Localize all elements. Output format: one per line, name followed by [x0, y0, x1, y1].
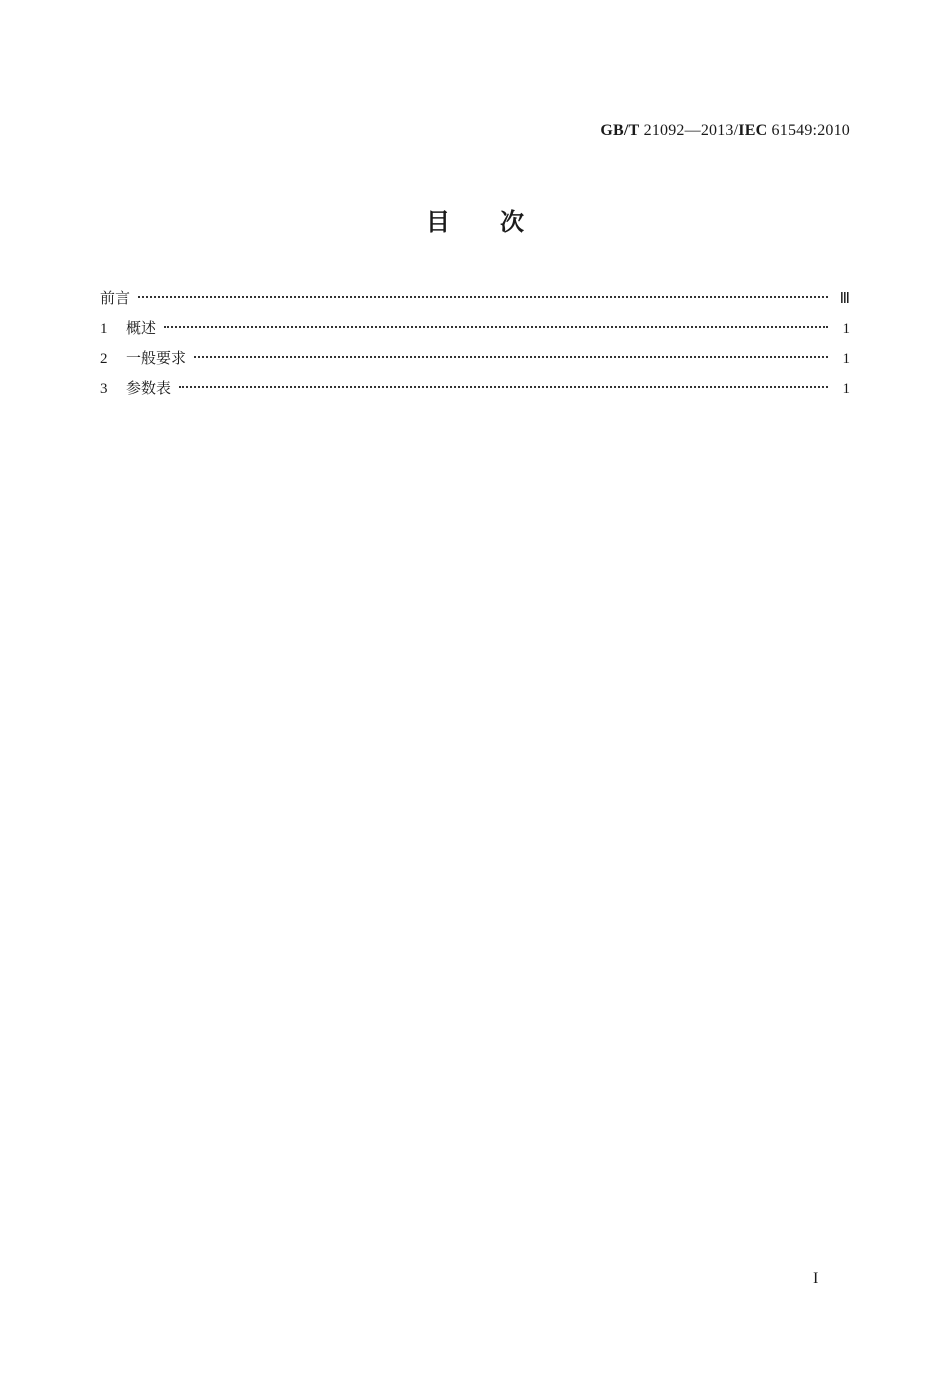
toc-entry-foreword[interactable] — [100, 283, 850, 313]
toc-entry-general-requirements[interactable] — [100, 343, 850, 373]
toc-entry-number: 1 — [100, 321, 108, 337]
toc-entry-page: 1 — [842, 351, 850, 367]
toc-entry-label: 前言 — [100, 289, 131, 307]
toc-entry-label: 参数表 — [126, 379, 172, 397]
page-title: 目次 — [426, 208, 574, 236]
page-number: I — [813, 1270, 819, 1287]
toc-dot-leader — [194, 356, 828, 358]
toc-entry-overview[interactable] — [100, 313, 850, 343]
standard-code-gbt: GB/T — [600, 122, 640, 139]
toc-entry-page: 1 — [842, 321, 850, 337]
toc-entry-parameter-table[interactable] — [100, 373, 850, 403]
toc-entry-number: 2 — [100, 351, 108, 367]
iec-number-part: 61549:2010 — [767, 122, 850, 139]
standard-code-iec: IEC — [738, 122, 768, 139]
toc-dot-leader — [138, 296, 828, 298]
toc-entry-number: 3 — [100, 381, 108, 397]
standard-number-header — [600, 122, 850, 140]
table-of-contents — [100, 283, 850, 403]
toc-dot-leader — [179, 386, 828, 388]
standard-number-part: 21092—2013/ — [639, 122, 739, 139]
toc-dot-leader — [164, 326, 828, 328]
toc-entry-label: 概述 — [126, 319, 157, 337]
toc-entry-label: 一般要求 — [126, 349, 187, 367]
toc-entry-page: Ⅲ — [839, 291, 850, 307]
toc-entry-page: 1 — [842, 381, 850, 397]
